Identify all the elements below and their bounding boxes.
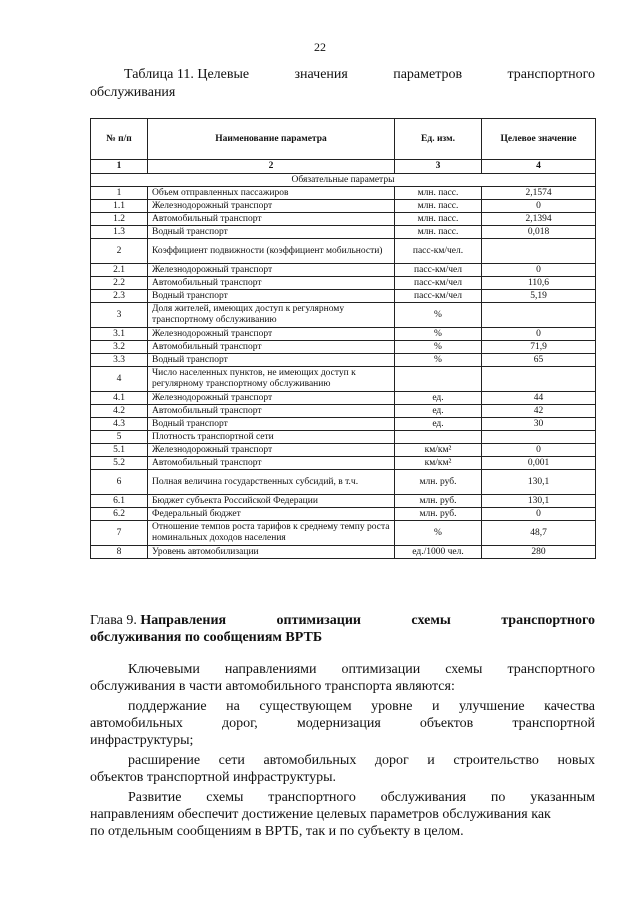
cell-number: 4.3 <box>91 418 148 431</box>
table-row <box>91 405 596 418</box>
table-row <box>91 470 596 495</box>
cell-parameter-name: Водный транспорт <box>148 418 395 431</box>
cell-number: 4 <box>91 367 148 392</box>
table-row <box>91 367 596 392</box>
page-number: 22 <box>314 40 326 54</box>
cell-number: 5.2 <box>91 457 148 470</box>
section-title: Обязательные параметры <box>91 174 596 187</box>
cell-number: 3.3 <box>91 354 148 367</box>
word: поддержание <box>128 699 207 714</box>
word: дорог <box>374 753 409 768</box>
table-header-row <box>91 119 596 160</box>
header-unit: Ед. изм. <box>395 119 482 160</box>
cell-unit: млн. руб. <box>395 508 482 521</box>
paragraph-4-line-3: по отдельным сообщениям в ВРТБ, так и по субъекту в целом. <box>90 824 464 839</box>
cell-parameter-name: Федеральный бюджет <box>148 508 395 521</box>
table-row <box>91 290 596 303</box>
paragraph-1-line-1 <box>90 661 595 678</box>
chapter-word: схемы <box>411 613 451 628</box>
table-row <box>91 495 596 508</box>
cell-unit <box>395 431 482 444</box>
cell-target-value: 0 <box>482 444 596 457</box>
cell-unit: млн. пасс. <box>395 226 482 239</box>
cell-number: 8 <box>91 546 148 559</box>
word: и <box>427 753 435 768</box>
cell-unit: км/км² <box>395 444 482 457</box>
caption-line-2: обслуживания <box>90 85 176 100</box>
cell-target-value: 0 <box>482 264 596 277</box>
cell-unit: % <box>395 354 482 367</box>
cell-unit: пасс-км/чел <box>395 277 482 290</box>
cell-unit: млн. пасс. <box>395 200 482 213</box>
cell-target-value: 0,001 <box>482 457 596 470</box>
word: по <box>490 790 506 805</box>
cell-target-value: 0,018 <box>482 226 596 239</box>
cell-unit: км/км² <box>395 457 482 470</box>
caption-word: значения <box>294 67 348 82</box>
cell-unit: млн. пасс. <box>395 187 482 200</box>
word: транспортной <box>512 716 595 731</box>
cell-number: 6 <box>91 470 148 495</box>
word: направлениями <box>224 662 317 677</box>
cell-number: 7 <box>91 521 148 546</box>
cell-number: 4.1 <box>91 392 148 405</box>
cell-target-value: 71,9 <box>482 341 596 354</box>
word: автомобильных <box>263 753 357 768</box>
column-index-row <box>91 160 596 174</box>
paragraph-3-line-2: объектов транспортной инфраструктуры. <box>90 770 337 785</box>
table-row <box>91 226 596 239</box>
cell-number: 6.1 <box>91 495 148 508</box>
cell-target-value <box>482 367 596 392</box>
cell-number: 1 <box>91 187 148 200</box>
cell-target-value: 130,1 <box>482 470 596 495</box>
cell-target-value: 44 <box>482 392 596 405</box>
cell-parameter-name: Полная величина государственных субсидий, в т.ч. <box>148 470 395 495</box>
table-row <box>91 444 596 457</box>
chapter-line-2: обслуживания по сообщениям ВРТБ <box>90 630 323 645</box>
cell-parameter-name: Железнодорожный транспорт <box>148 200 395 213</box>
table-row <box>91 264 596 277</box>
cell-parameter-name: Железнодорожный транспорт <box>148 264 395 277</box>
caption-word: транспортного <box>507 67 595 82</box>
word: уровне <box>371 699 413 714</box>
paragraph-3-line-1 <box>90 752 595 769</box>
cell-number: 1.2 <box>91 213 148 226</box>
cell-unit: млн. руб. <box>395 470 482 495</box>
word: существующем <box>259 699 352 714</box>
cell-target-value: 2,1394 <box>482 213 596 226</box>
paragraph-2-line-3: инфраструктуры; <box>90 733 194 748</box>
cell-number: 3.1 <box>91 328 148 341</box>
word: и <box>431 699 440 714</box>
cell-number: 1.1 <box>91 200 148 213</box>
word: схемы <box>206 790 244 805</box>
table-row <box>91 354 596 367</box>
cell-target-value: 65 <box>482 354 596 367</box>
cell-number: 4.2 <box>91 405 148 418</box>
chapter-word: оптимизации <box>276 613 361 628</box>
word: модернизация <box>296 716 381 731</box>
word: расширение <box>128 753 201 768</box>
body-text <box>90 661 595 840</box>
cell-parameter-name: Железнодорожный транспорт <box>148 444 395 457</box>
chapter-prefix: Глава 9. <box>90 613 137 628</box>
cell-unit: пасс-км/чел <box>395 290 482 303</box>
chapter-heading <box>90 612 595 646</box>
word: дорог, <box>221 716 258 731</box>
cell-number: 1.3 <box>91 226 148 239</box>
cell-parameter-name: Доля жителей, имеющих доступ к регулярному транспортному обслуживанию <box>148 303 395 328</box>
header-target-value: Целевое значение <box>482 119 596 160</box>
cell-number: 5.1 <box>91 444 148 457</box>
cell-unit: % <box>395 341 482 354</box>
table-row <box>91 239 596 264</box>
word: на <box>226 699 240 714</box>
cell-number: 3 <box>91 303 148 328</box>
cell-parameter-name: Отношение темпов роста тарифов к среднему темпу роста номинальных доходов населения <box>148 521 395 546</box>
word: объектов <box>419 716 474 731</box>
word: обслуживания <box>380 790 467 805</box>
cell-unit: % <box>395 521 482 546</box>
word: оптимизации <box>341 662 421 677</box>
table-row <box>91 277 596 290</box>
word: качества <box>544 699 595 714</box>
cell-parameter-name: Водный транспорт <box>148 290 395 303</box>
column-index: 2 <box>148 160 395 174</box>
cell-parameter-name: Водный транспорт <box>148 354 395 367</box>
table-row <box>91 508 596 521</box>
cell-unit: млн. руб. <box>395 495 482 508</box>
table-row <box>91 418 596 431</box>
paragraph-2-line-1 <box>90 698 595 715</box>
cell-parameter-name: Автомобильный транспорт <box>148 341 395 354</box>
caption-word: параметров <box>393 67 463 82</box>
column-index: 3 <box>395 160 482 174</box>
header-number: № п/п <box>91 119 148 160</box>
table-row <box>91 213 596 226</box>
cell-unit: % <box>395 328 482 341</box>
cell-unit: ед. <box>395 392 482 405</box>
cell-unit: % <box>395 303 482 328</box>
cell-parameter-name: Коэффициент подвижности (коэффициент мобильности) <box>148 239 395 264</box>
cell-unit: ед. <box>395 418 482 431</box>
chapter-word: транспортного <box>501 613 595 628</box>
target-values-table <box>90 118 596 559</box>
cell-number: 2.1 <box>91 264 148 277</box>
word: новых <box>557 753 595 768</box>
cell-parameter-name: Плотность транспортной сети <box>148 431 395 444</box>
cell-parameter-name: Автомобильный транспорт <box>148 213 395 226</box>
cell-parameter-name: Объем отправленных пассажиров <box>148 187 395 200</box>
word: транспортного <box>268 790 356 805</box>
word: строительство <box>453 753 539 768</box>
section-row <box>91 174 596 187</box>
cell-target-value <box>482 239 596 264</box>
cell-number: 5 <box>91 431 148 444</box>
cell-parameter-name: Водный транспорт <box>148 226 395 239</box>
cell-parameter-name: Автомобильный транспорт <box>148 457 395 470</box>
table-row <box>91 392 596 405</box>
paragraph-4-line-1 <box>90 789 595 806</box>
cell-number: 2 <box>91 239 148 264</box>
cell-unit: млн. пасс. <box>395 213 482 226</box>
cell-unit: пасс-км/чел. <box>395 239 482 264</box>
cell-parameter-name: Число населенных пунктов, не имеющих доступ к регулярному транспортному обслуживанию <box>148 367 395 392</box>
cell-target-value <box>482 303 596 328</box>
table-row <box>91 341 596 354</box>
word: указанным <box>530 790 595 805</box>
paragraph-1-line-2: обслуживания в части автомобильного транспорта являются: <box>90 679 455 694</box>
cell-target-value: 0 <box>482 328 596 341</box>
cell-target-value: 130,1 <box>482 495 596 508</box>
cell-target-value <box>482 431 596 444</box>
column-index: 4 <box>482 160 596 174</box>
word: схемы <box>445 662 483 677</box>
cell-unit: ед./1000 чел. <box>395 546 482 559</box>
table-row <box>91 187 596 200</box>
cell-target-value: 2,1574 <box>482 187 596 200</box>
cell-target-value: 0 <box>482 508 596 521</box>
cell-target-value: 280 <box>482 546 596 559</box>
cell-parameter-name: Железнодорожный транспорт <box>148 392 395 405</box>
word: сети <box>218 753 245 768</box>
cell-parameter-name: Автомобильный транспорт <box>148 405 395 418</box>
cell-target-value: 110,6 <box>482 277 596 290</box>
paragraph-4-line-2: направлениям обеспечит достижение целевых параметров обслуживания как <box>90 807 551 822</box>
word: автомобильных <box>90 716 183 731</box>
table-row <box>91 200 596 213</box>
cell-unit: ед. <box>395 405 482 418</box>
paragraph-2-line-2 <box>90 715 595 732</box>
cell-number: 2.3 <box>91 290 148 303</box>
cell-number: 2.2 <box>91 277 148 290</box>
word: транспортного <box>507 662 595 677</box>
column-index: 1 <box>91 160 148 174</box>
table-row <box>91 328 596 341</box>
cell-number: 6.2 <box>91 508 148 521</box>
cell-parameter-name: Автомобильный транспорт <box>148 277 395 290</box>
chapter-word: Направления <box>140 613 227 628</box>
word: Развитие <box>128 790 182 805</box>
header-parameter-name: Наименование параметра <box>148 119 395 160</box>
table-caption <box>90 66 595 102</box>
word: Ключевыми <box>128 662 200 677</box>
caption-word: Таблица 11. Целевые <box>124 67 250 82</box>
cell-target-value: 5,19 <box>482 290 596 303</box>
table-row <box>91 457 596 470</box>
cell-target-value: 42 <box>482 405 596 418</box>
cell-target-value: 0 <box>482 200 596 213</box>
cell-parameter-name: Бюджет субъекта Российской Федерации <box>148 495 395 508</box>
table-row <box>91 521 596 546</box>
word: улучшение <box>459 699 525 714</box>
cell-unit: пасс-км/чел <box>395 264 482 277</box>
cell-parameter-name: Железнодорожный транспорт <box>148 328 395 341</box>
cell-target-value: 30 <box>482 418 596 431</box>
table-row <box>91 546 596 559</box>
cell-number: 3.2 <box>91 341 148 354</box>
cell-parameter-name: Уровень автомобилизации <box>148 546 395 559</box>
table-row <box>91 431 596 444</box>
table-row <box>91 303 596 328</box>
cell-unit <box>395 367 482 392</box>
cell-target-value: 48,7 <box>482 521 596 546</box>
